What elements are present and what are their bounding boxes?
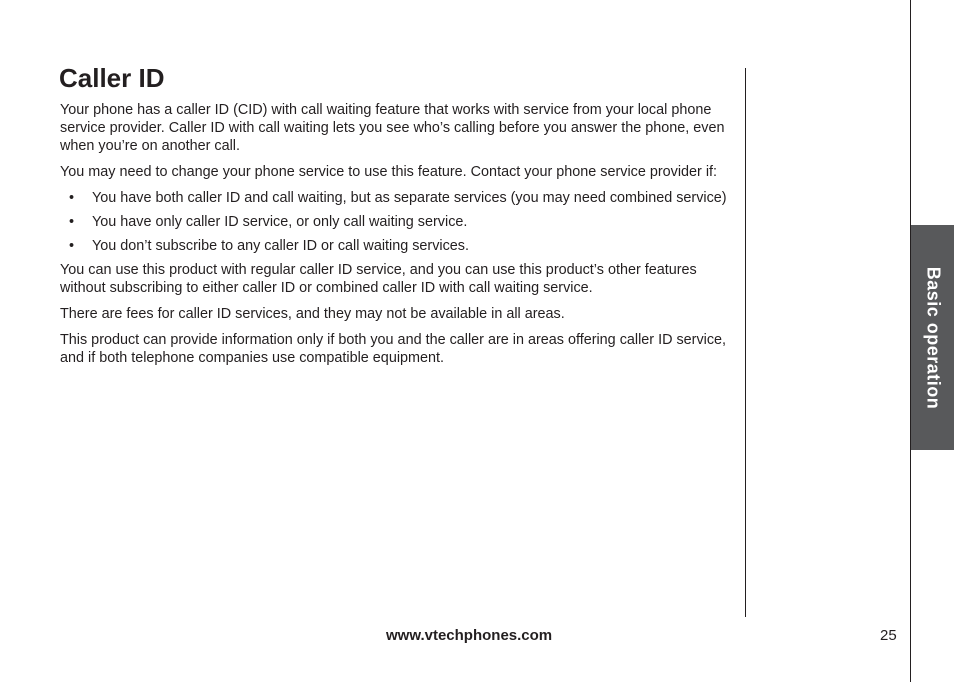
list-item: [60, 213, 732, 231]
column-divider: [745, 68, 746, 617]
page-title: Caller ID: [59, 63, 165, 93]
bullet-icon: •: [69, 238, 75, 254]
bullet-list: [60, 189, 732, 255]
list-item: [60, 237, 732, 255]
usage-paragraph: You can use this product with regular caller ID service, and you can use this product’s other features without subscribing to either caller ID or combined caller ID with call waiting service.: [60, 262, 697, 296]
section-tab-label: Basic operation: [923, 266, 943, 409]
list-item-text: You have both caller ID and call waiting, but as separate services (you may need combined service): [92, 190, 727, 206]
footer-url: www.vtechphones.com: [386, 627, 553, 644]
bullet-icon: •: [69, 214, 75, 230]
list-item-text: You don’t subscribe to any caller ID or call waiting services.: [92, 238, 470, 254]
page-number: 25: [880, 627, 897, 644]
intro-paragraph: Your phone has a caller ID (CID) with call waiting feature that works with service from your local phone service provider. Caller ID with call waiting lets you see who’s calling before you answer the phone, even when you’re on another call.: [60, 102, 725, 154]
requirement-paragraph: You may need to change your phone service to use this feature. Contact your phone service provider if:: [60, 164, 718, 180]
list-item: [60, 189, 732, 207]
list-item-text: You have only caller ID service, or only call waiting service.: [92, 214, 468, 230]
bullet-icon: •: [69, 190, 75, 206]
main-content: [60, 101, 732, 375]
availability-paragraph: This product can provide information only if both you and the caller are in areas offering caller ID service, and if both telephone companies use compatible equipment.: [60, 332, 727, 366]
section-tab: [911, 225, 954, 450]
fees-paragraph: There are fees for caller ID services, and they may not be available in all areas.: [60, 306, 565, 322]
